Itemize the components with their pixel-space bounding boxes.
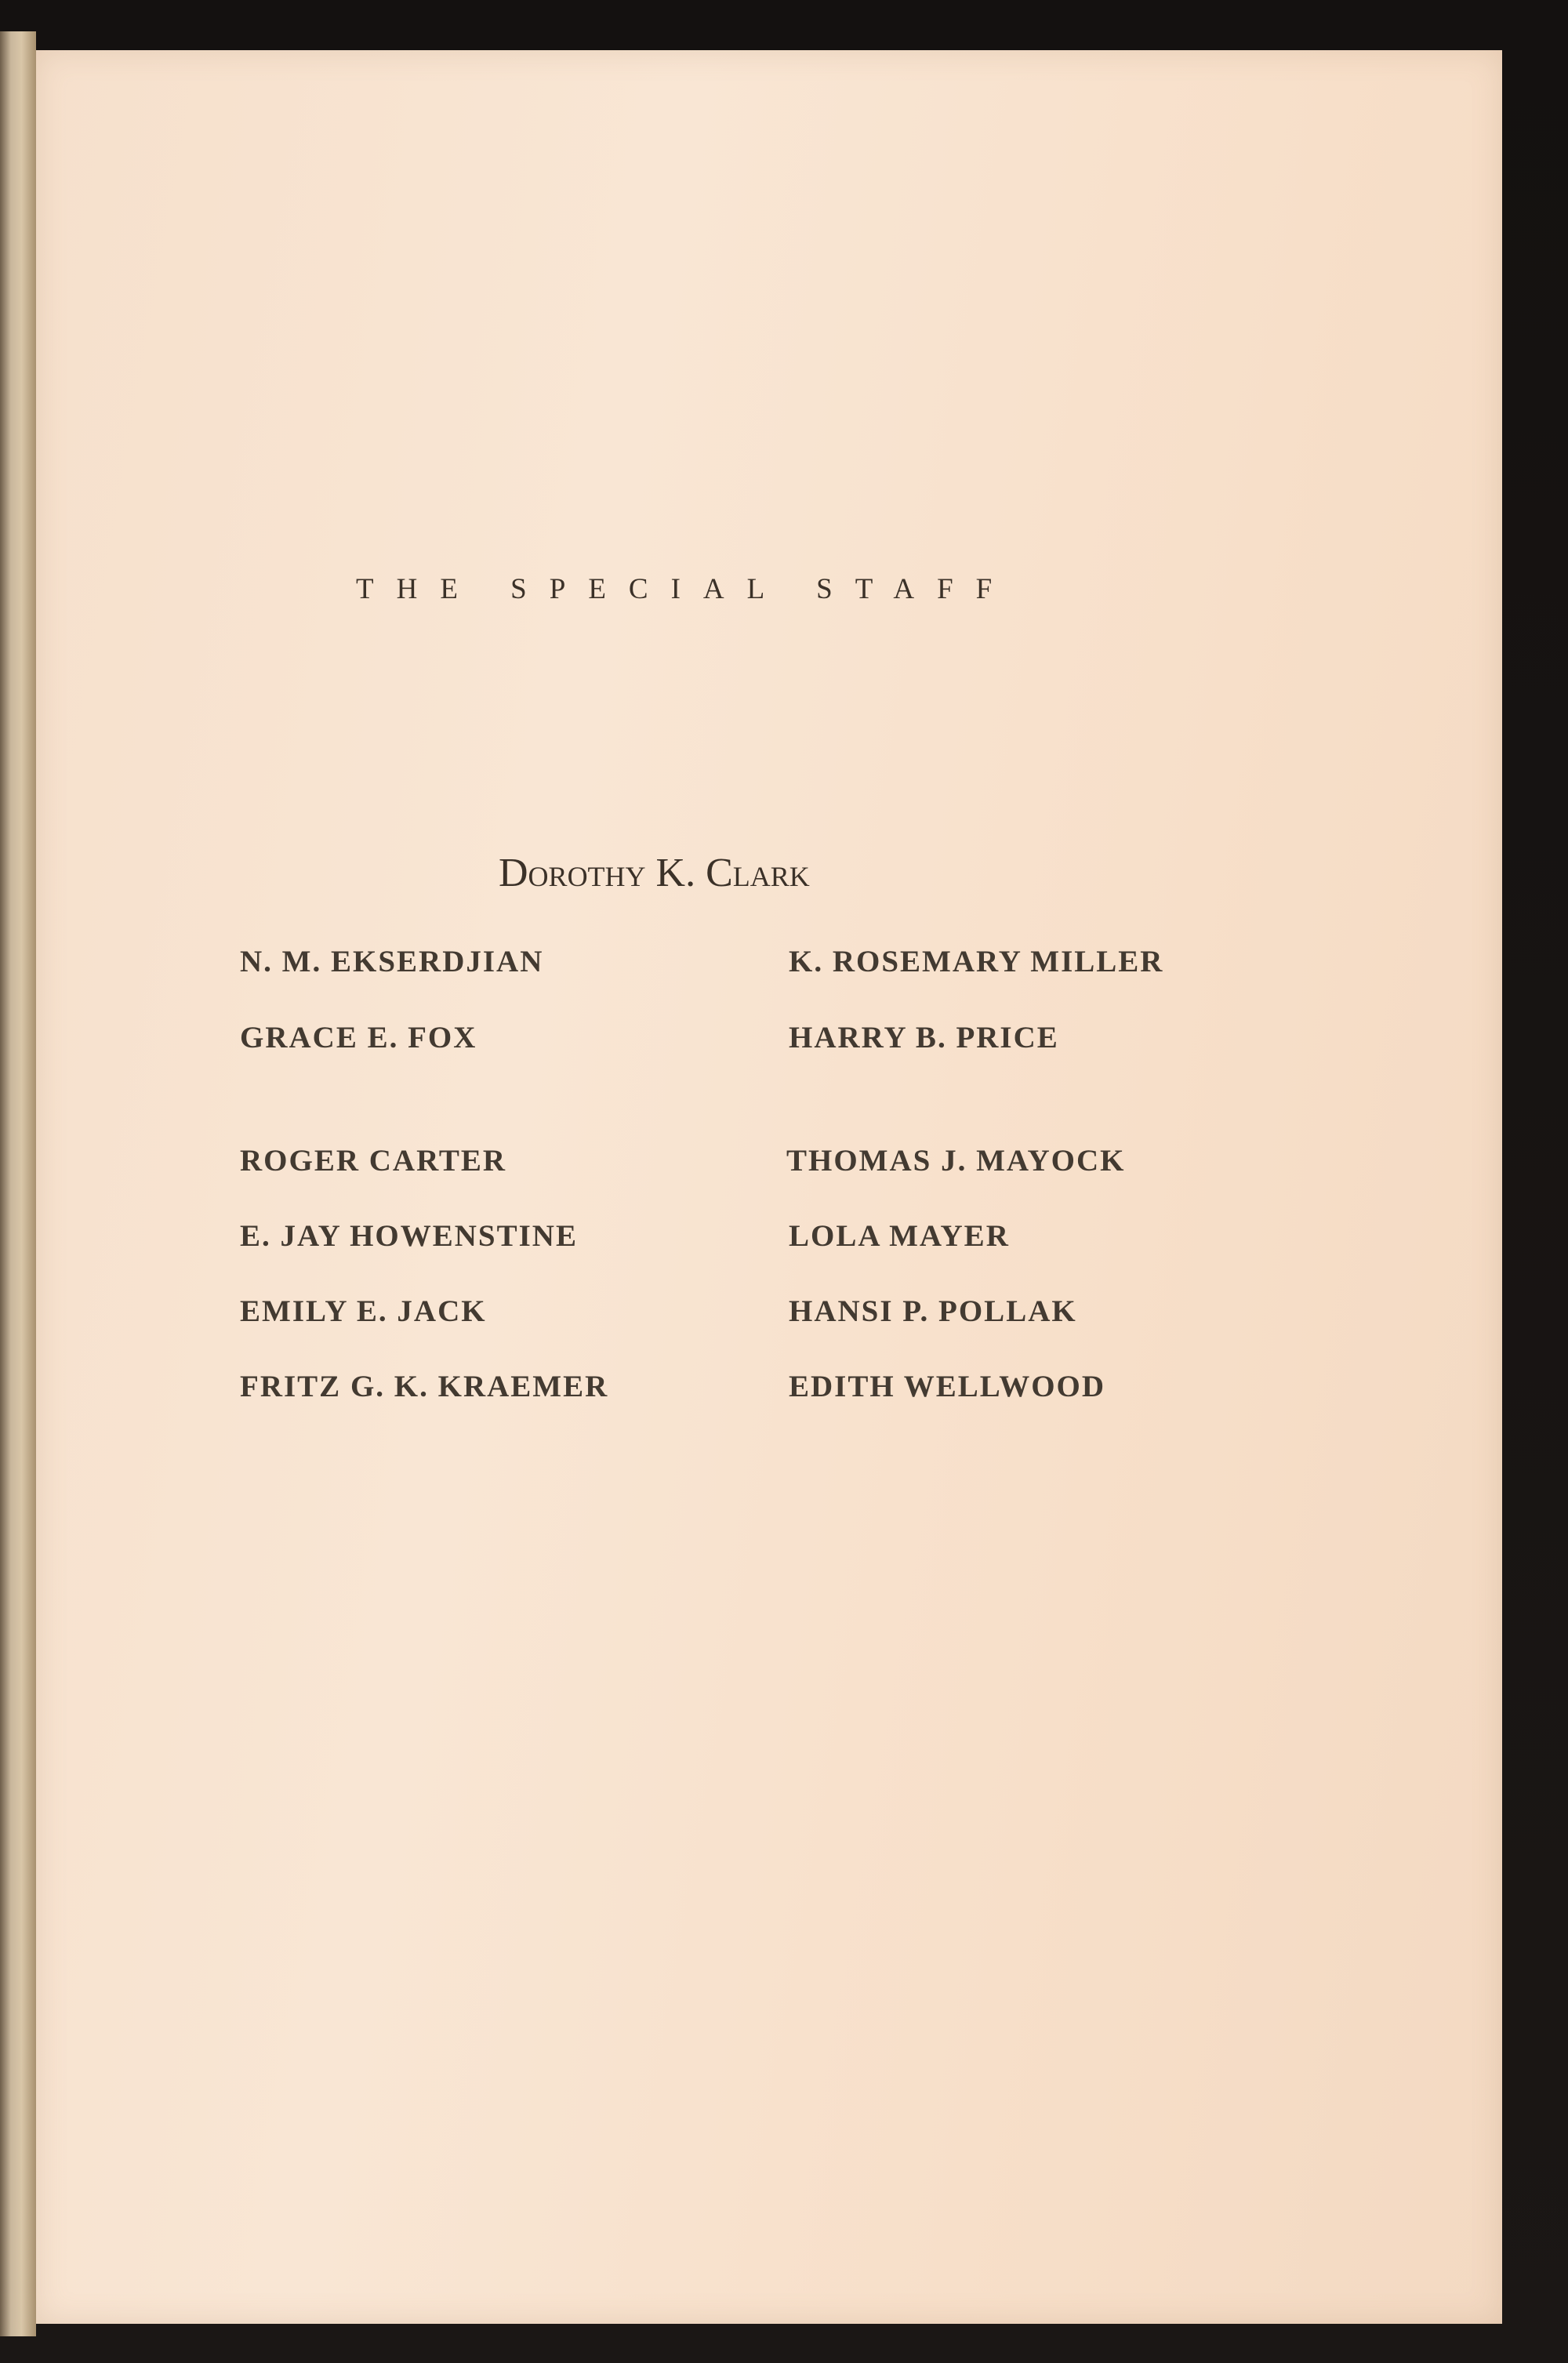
staff-name: N. M. EKSERDJIAN (240, 945, 544, 978)
staff-name: EMILY E. JACK (240, 1294, 487, 1328)
book-spine-edge (0, 31, 36, 2336)
staff-name: HANSI P. POLLAK (789, 1294, 1077, 1328)
lead-name: Dorothy K. Clark (499, 851, 810, 895)
staff-name: THOMAS J. MAYOCK (786, 1144, 1126, 1178)
staff-name: EDITH WELLWOOD (789, 1370, 1106, 1403)
staff-name: ROGER CARTER (240, 1144, 507, 1178)
staff-name: E. JAY HOWENSTINE (240, 1219, 578, 1253)
staff-name: K. ROSEMARY MILLER (789, 945, 1164, 978)
page-heading: THE SPECIAL STAFF (356, 573, 1015, 605)
staff-name: GRACE E. FOX (240, 1021, 477, 1054)
staff-name: LOLA MAYER (789, 1219, 1010, 1253)
book-page (36, 50, 1502, 2324)
staff-name: HARRY B. PRICE (789, 1021, 1059, 1054)
staff-name: FRITZ G. K. KRAEMER (240, 1370, 609, 1403)
